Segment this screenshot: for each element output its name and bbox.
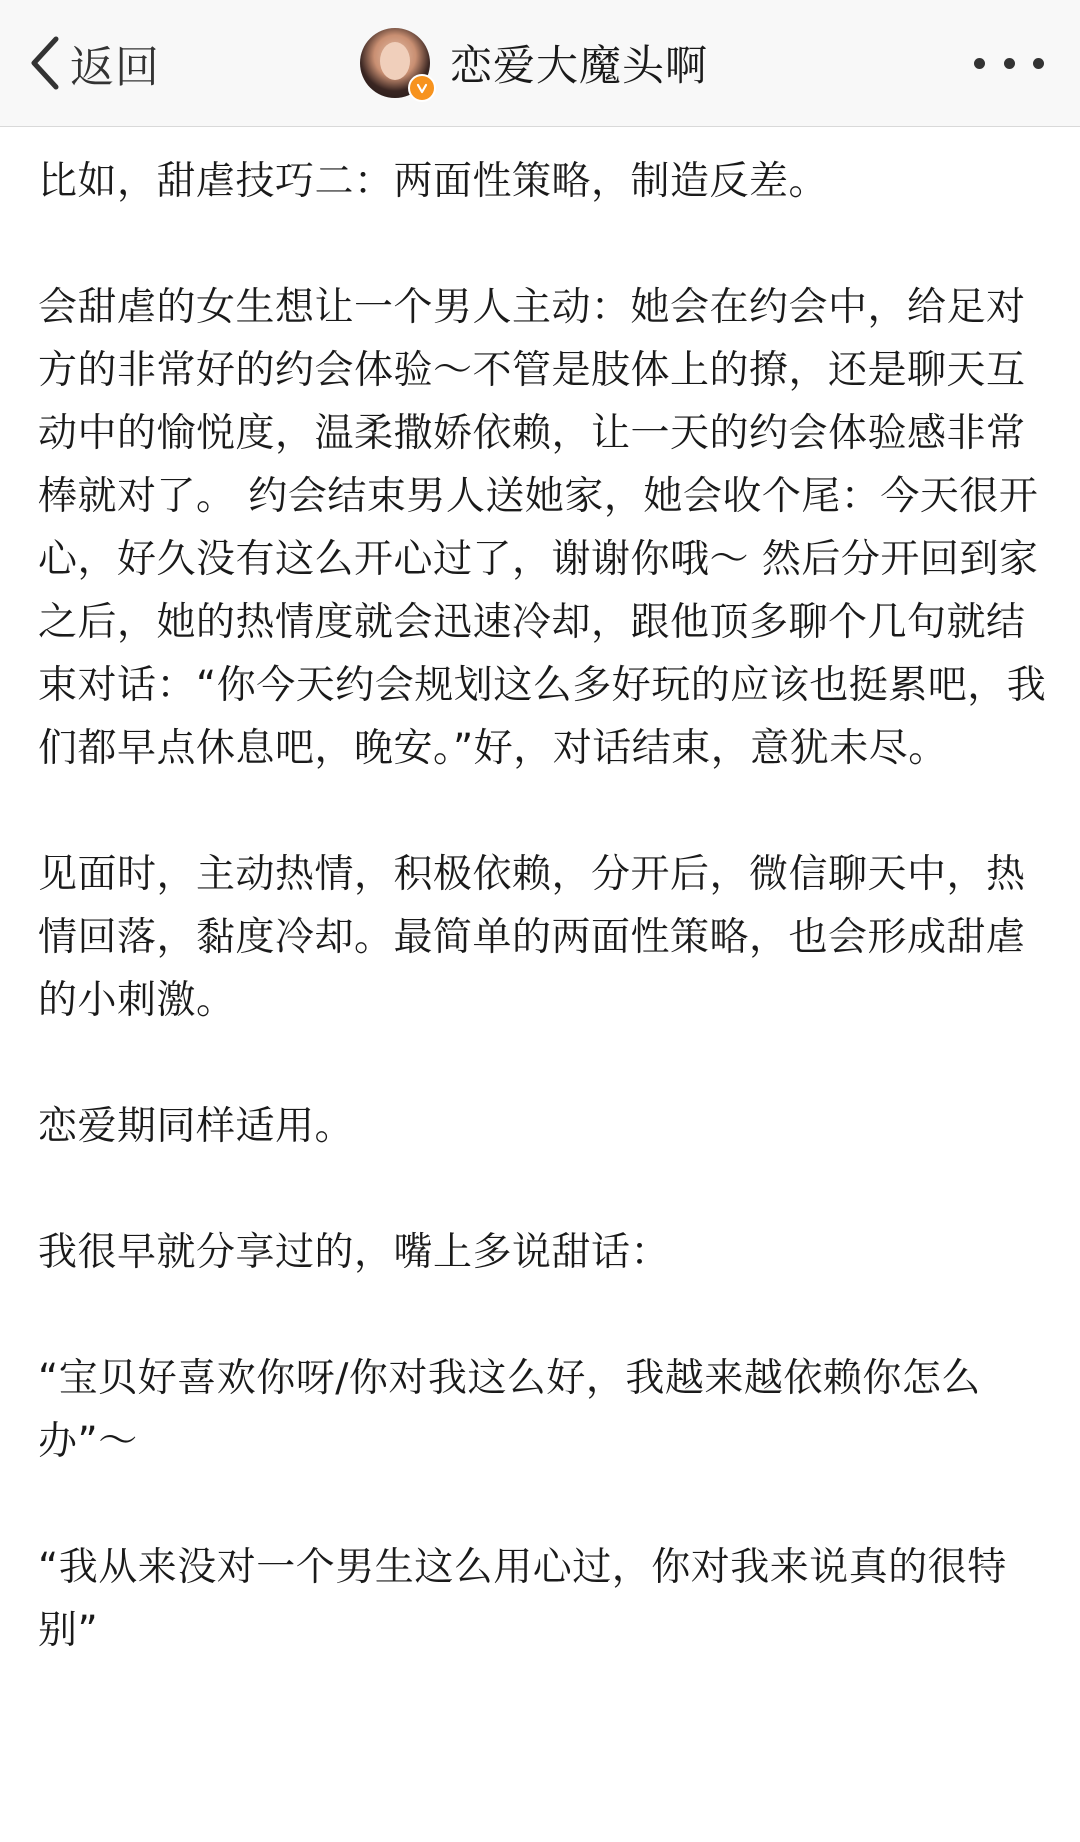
more-dot	[974, 58, 985, 69]
account-name[interactable]: 恋爱大魔头啊	[450, 41, 709, 90]
article-paragraph: 见面时，主动热情，积极依赖，分开后，微信聊天中，热情回落，黏度冷却。最简单的两面性策略，也会形成甜虐的小刺激。	[38, 852, 1026, 1023]
avatar[interactable]	[360, 28, 430, 98]
article-paragraph: 比如，甜虐技巧二：两面性策略，制造反差。	[38, 159, 829, 204]
more-icon[interactable]	[974, 40, 1044, 86]
article-body	[38, 150, 1048, 1725]
article-paragraph: 恋爱期同样适用。	[38, 1104, 355, 1149]
article-paragraph: “我从来没对一个男生这么用心过，你对我来说真的很特别”	[38, 1545, 1007, 1653]
back-label: 返回	[70, 42, 160, 93]
avatar-face	[380, 42, 410, 80]
account-header[interactable]	[360, 26, 708, 100]
back-button[interactable]	[30, 30, 160, 96]
article-paragraph: “宝贝好喜欢你呀/你对我这么好，我越来越依赖你怎么办”～	[38, 1356, 981, 1464]
article-paragraph: 我很早就分享过的，嘴上多说甜话：	[38, 1230, 671, 1275]
verified-badge-icon	[408, 74, 436, 102]
more-dot	[1004, 58, 1015, 69]
article-paragraph: 会甜虐的女生想让一个男人主动：她会在约会中，给足对方的非常好的约会体验～不管是肢体上的撩，还是聊天互动中的愉悦度，温柔撒娇依赖，让一天的约会体验感非常棒就对了。 约会结束男人送她家，她会收个尾：今天很开心，好久没有这么开心过了，谢谢你哦～ 然后分开回到家之后，她的热情度就会迅速冷却，跟他顶多聊个几句就结束对话：“你今天约会规划这么多好玩的应该也挺累吧，我们都早点休息吧，晚安。”好，对话结束，意犹未尽。	[38, 285, 1047, 771]
more-dot	[1033, 58, 1044, 69]
chevron-left-icon	[30, 35, 60, 91]
navigation-bar	[0, 0, 1080, 127]
